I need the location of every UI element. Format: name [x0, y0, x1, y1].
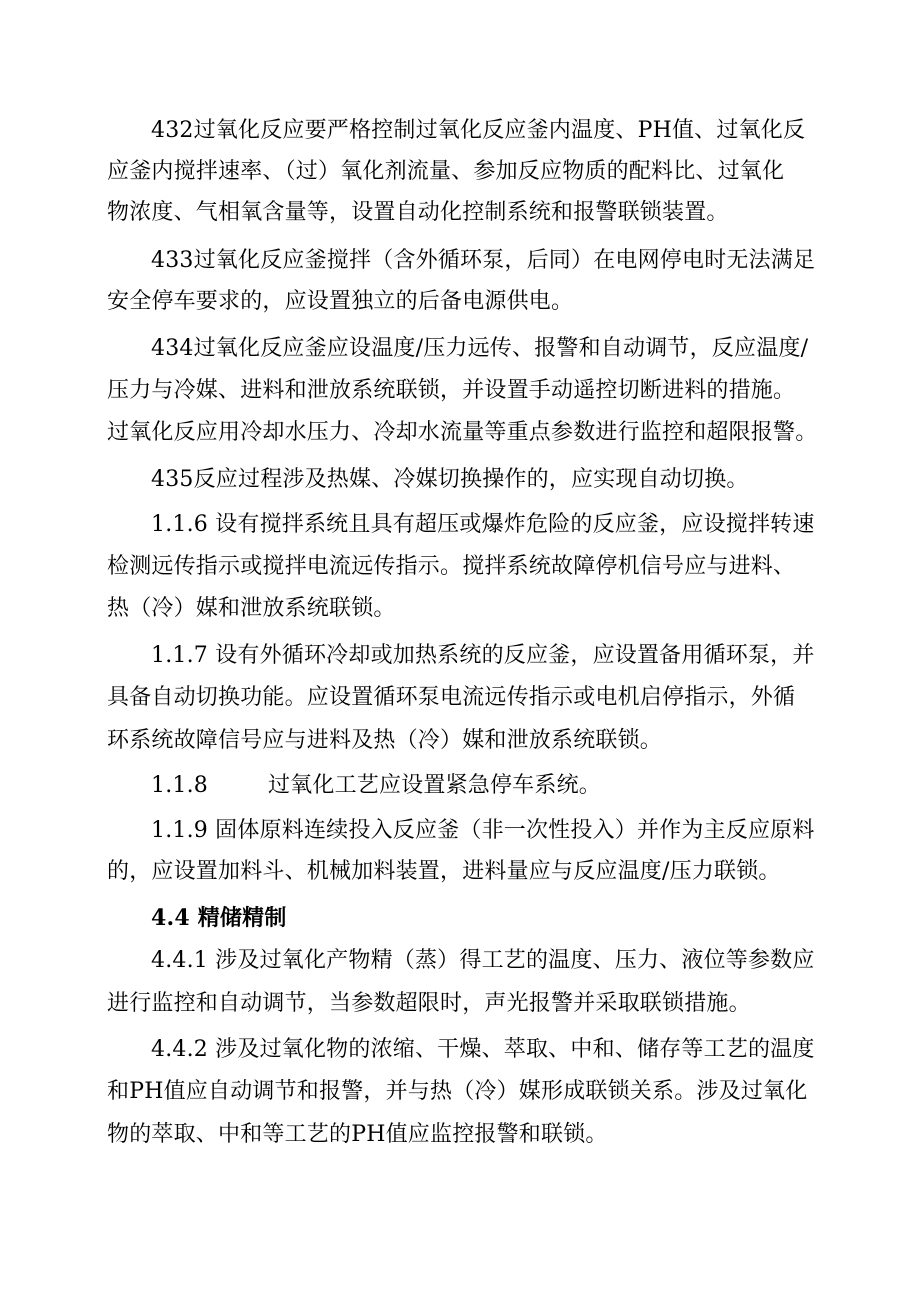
paragraph-117-line-2: 具备自动切换功能。应设置循环泵电流远传指示或电机启停指示，外循: [107, 685, 796, 710]
paragraph-434-line-1: 434过氧化反应釜应设温度/压力远传、报警和自动调节，反应温度/: [151, 336, 809, 361]
paragraph-441-line-2: 进行监控和自动调节，当参数超限时，声光报警并采取联锁措施。: [107, 991, 751, 1016]
paragraph-116-line-2: 检测远传指示或搅拌电流远传指示。搅拌系统故障停机信号应与进料、: [107, 554, 796, 579]
paragraph-116-line-3: 热（冷）媒和泄放系统联锁。: [107, 596, 396, 621]
paragraph-119-line-1: 1.1.9 固体原料连续投入反应釜（非一次性投入）并作为主反应原料: [151, 818, 815, 843]
paragraph-432-line-1: 432过氧化反应要严格控制过氧化反应釜内温度、PH值、过氧化反: [151, 118, 806, 143]
paragraph-432-line-2: 应釜内搅拌速率、（过）氧化剂流量、参加反应物质的配料比、过氧化: [107, 159, 785, 184]
paragraph-118-text: 过氧化工艺应设置紧急停车系统。: [267, 773, 601, 798]
paragraph-117-line-3: 环系统故障信号应与进料及热（冷）媒和泄放系统联锁。: [107, 728, 663, 753]
paragraph-435-line-1: 435反应过程涉及热媒、冷媒切换操作的，应实现自动切换。: [151, 467, 749, 492]
paragraph-442-line-2: 和PH值应自动调节和报警，并与热（冷）媒形成联锁关系。涉及过氧化: [107, 1079, 808, 1104]
paragraph-119-line-2: 的，应设置加料斗、机械加料装置，进料量应与反应温度/压力联锁。: [107, 859, 781, 884]
paragraph-434-line-3: 过氧化反应用冷却水压力、冷却水流量等重点参数进行监控和超限报警。: [107, 420, 818, 445]
paragraph-442-line-3: 物的萃取、中和等工艺的PH值应监控报警和联锁。: [107, 1122, 608, 1147]
paragraph-117-line-1: 1.1.7 设有外循环冷却或加热系统的反应釜，应设置备用循环泵，并: [151, 643, 815, 668]
paragraph-441-line-1: 4.4.1 涉及过氧化产物精（蒸）得工艺的温度、压力、液位等参数应: [151, 948, 815, 973]
paragraph-432-line-3: 物浓度、气相氧含量等，设置自动化控制系统和报警联锁装置。: [107, 200, 729, 225]
paragraph-433-line-1: 433过氧化反应釜搅拌（含外循环泵，后同）在电网停电时无法满足: [151, 248, 816, 273]
paragraph-116-line-1: 1.1.6 设有搅拌系统且具有超压或爆炸危险的反应釜，应设搅拌转速: [151, 512, 815, 537]
paragraph-433-line-2: 安全停车要求的，应设置独立的后备电源供电。: [107, 289, 574, 314]
paragraph-118: [151, 771, 891, 801]
section-heading-4-4: 4.4 精储精制: [151, 905, 287, 931]
paragraph-118-number: 1.1.8: [151, 773, 208, 798]
paragraph-442-line-1: 4.4.2 涉及过氧化物的浓缩、干燥、萃取、中和、储存等工艺的温度: [151, 1037, 815, 1062]
paragraph-434-line-2: 压力与冷媒、进料和泄放系统联锁，并设置手动遥控切断进料的措施。: [107, 378, 796, 403]
